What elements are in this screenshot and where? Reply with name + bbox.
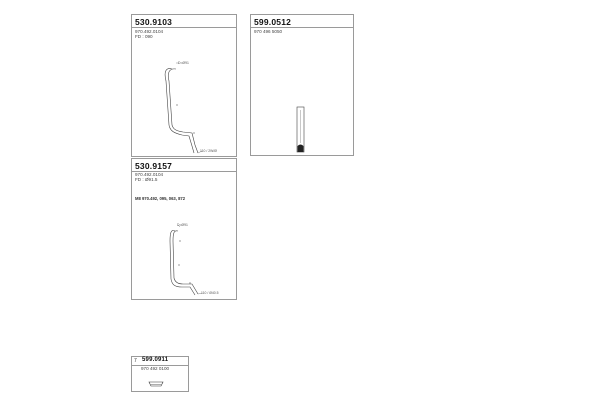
pipe-outline-outer [165, 69, 194, 153]
reference-number: 970.492.0104 [135, 29, 164, 34]
dimension-marker [189, 282, 190, 283]
pipe-drawing [132, 159, 238, 301]
dimension-marker [193, 132, 194, 133]
tube-drawing [251, 15, 355, 157]
drawing-label: D=Ø91 [177, 223, 188, 227]
reference-number: 970 496 5050 [254, 29, 283, 34]
item-index: 7 [134, 358, 137, 364]
part-card-2[interactable] [250, 14, 354, 156]
part-number: 530.9103 [135, 17, 173, 27]
reference-number: 970 492 0100 [141, 366, 170, 371]
pipe-drawing [132, 15, 238, 158]
dimension-marker [178, 264, 179, 265]
dimension-marker [176, 104, 177, 105]
pipe-outline-inner [168, 69, 198, 153]
dimension-marker [179, 240, 180, 241]
reference-number: 970.492.0104 [135, 172, 164, 177]
clamp-drawing [132, 357, 190, 393]
spec-line: FD : 090 [135, 34, 153, 39]
part-number: 599.0512 [254, 17, 292, 27]
pipe-outline-inner [173, 231, 198, 294]
application-note: M8 970.492, 095, 063, 872 [135, 196, 186, 201]
spec-line: FD : Ø91.5 [135, 177, 158, 182]
drawing-label: 110 / Ø40.5 [201, 291, 219, 295]
part-card-3[interactable] [131, 158, 237, 300]
drawing-label: 110 / 2W/Ø [200, 149, 217, 153]
part-card-1[interactable] [131, 14, 237, 157]
part-number: 599.0911 [142, 357, 169, 363]
part-number: 530.9157 [135, 161, 173, 171]
drawing-label: D=Ø91 [178, 61, 189, 65]
tube-end-cap [298, 145, 304, 153]
clamp-shape [149, 382, 163, 386]
part-card-4[interactable] [131, 356, 189, 392]
